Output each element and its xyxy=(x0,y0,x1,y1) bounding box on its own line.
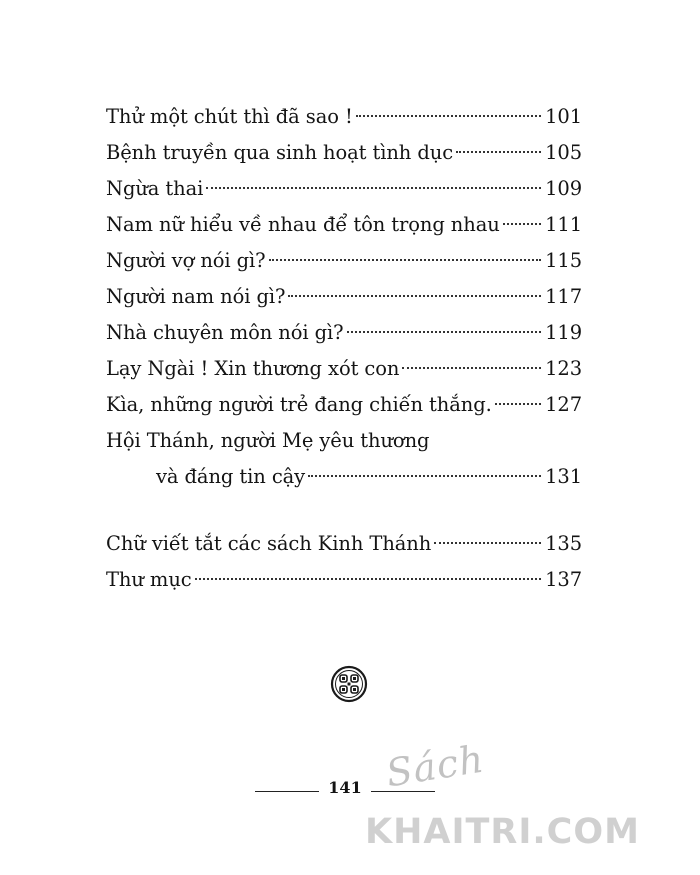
toc-entry-page: 111 xyxy=(545,213,582,236)
toc-entry xyxy=(106,207,582,243)
toc-entry xyxy=(106,135,582,171)
toc-entry-page: 115 xyxy=(545,249,582,272)
dot-leader xyxy=(503,223,541,225)
toc-entry-title: Chữ viết tắt các sách Kinh Thánh xyxy=(106,532,432,555)
toc-entry-title: và đáng tin cậy xyxy=(156,465,306,488)
footer-rule-left xyxy=(255,791,319,792)
table-of-contents xyxy=(106,99,582,598)
watermark-logo: KHAITRI.COM xyxy=(365,812,640,852)
toc-entry-title: Thử một chút thì đã sao ! xyxy=(106,105,353,128)
dot-leader xyxy=(195,578,541,580)
toc-entry-title: Người vợ nói gì? xyxy=(106,249,266,272)
toc-entry-page: 123 xyxy=(545,357,582,380)
dot-leader xyxy=(356,115,541,117)
toc-entry-title: Nam nữ hiểu về nhau để tôn trọng nhau xyxy=(106,213,500,236)
toc-entry-page: 109 xyxy=(545,177,582,200)
toc-entry-page: 137 xyxy=(545,568,582,591)
toc-entry-page: 127 xyxy=(545,393,582,416)
toc-entry xyxy=(106,171,582,207)
toc-entry-page: 131 xyxy=(545,465,582,488)
dot-leader xyxy=(308,475,541,477)
dot-leader xyxy=(495,403,541,405)
dot-leader xyxy=(347,331,542,333)
toc-entry xyxy=(106,243,582,279)
toc-entry-title: Hội Thánh, người Mẹ yêu thương xyxy=(106,429,430,452)
dot-leader xyxy=(288,295,541,297)
toc-entry-page: 135 xyxy=(545,532,582,555)
toc-entry xyxy=(106,315,582,351)
toc-entry-title: Người nam nói gì? xyxy=(106,285,286,308)
dot-leader xyxy=(206,187,541,189)
section-gap xyxy=(106,495,582,526)
toc-entry-page: 119 xyxy=(545,321,582,344)
toc-entry-page: 105 xyxy=(545,141,582,164)
toc-entry-page: 101 xyxy=(545,105,582,128)
watermark-script: Sách xyxy=(383,736,488,796)
dot-leader xyxy=(456,151,541,153)
toc-entry-title: Kìa, những người trẻ đang chiến thắng. xyxy=(106,393,492,416)
dot-leader xyxy=(402,367,541,369)
toc-entry xyxy=(106,526,582,562)
toc-entry-continuation xyxy=(106,459,582,495)
toc-entry xyxy=(106,99,582,135)
toc-entry xyxy=(106,562,582,598)
toc-entry-title: Ngừa thai xyxy=(106,177,204,200)
toc-entry-title: Thư mục xyxy=(106,568,192,591)
toc-entry-title: Bệnh truyền qua sinh hoạt tình dục xyxy=(106,141,454,164)
toc-entry xyxy=(106,387,582,423)
ornament-icon xyxy=(330,665,368,703)
toc-entry-title: Nhà chuyên môn nói gì? xyxy=(106,321,344,344)
toc-entry xyxy=(106,351,582,387)
dot-leader xyxy=(269,259,542,261)
toc-entry-page: 117 xyxy=(545,285,582,308)
toc-entry xyxy=(106,423,582,459)
toc-entry-title: Lạy Ngài ! Xin thương xót con xyxy=(106,357,400,380)
dot-leader xyxy=(434,542,541,544)
toc-entry xyxy=(106,279,582,315)
page-number: 141 xyxy=(328,778,362,797)
